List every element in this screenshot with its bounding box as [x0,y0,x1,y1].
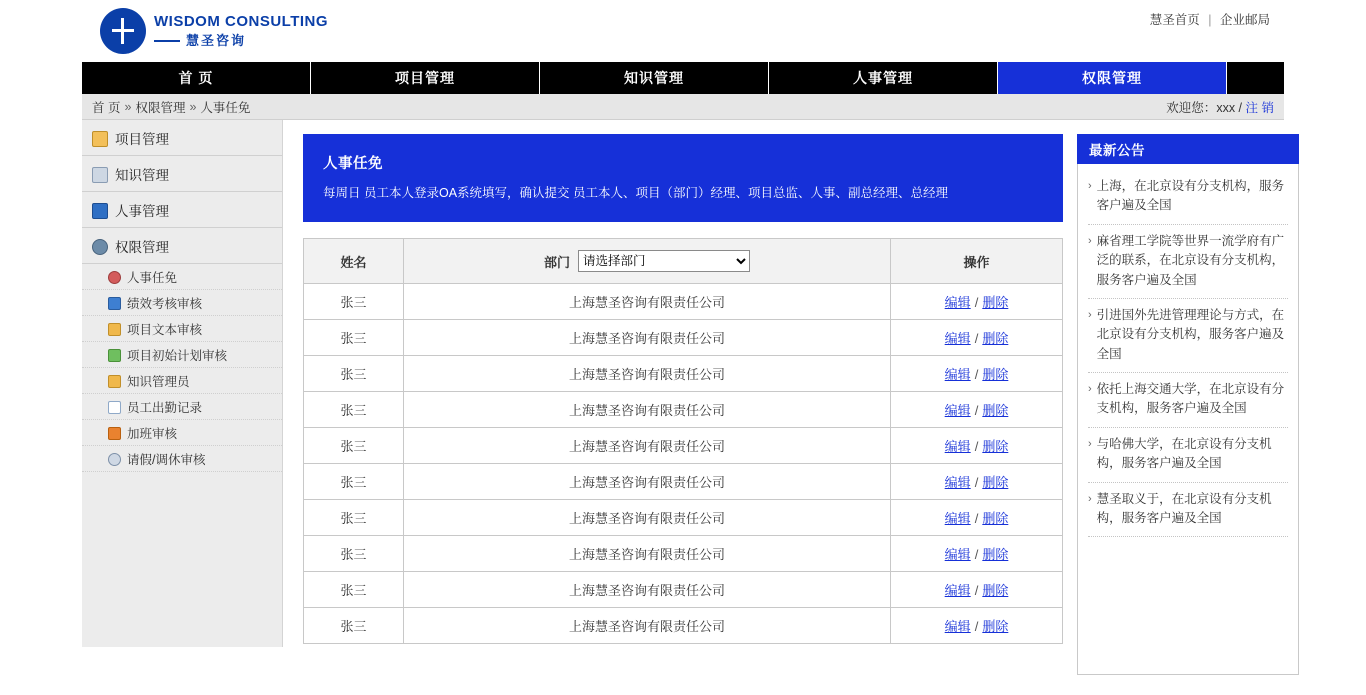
site-header [0,0,1366,62]
sidebar-sublabel: 项目文本审核 [127,322,203,337]
sidebar-sublabel: 请假/调休审核 [127,452,206,467]
sidebar-label: 人事管理 [115,203,169,219]
breadcrumb [82,94,1284,120]
edit-link[interactable]: 编辑 [944,439,971,454]
doc-icon [108,399,121,415]
cell-department: 上海慧圣咨询有限责任公司 [404,356,891,392]
table-row [304,500,1063,536]
cell-department: 上海慧圣咨询有限责任公司 [404,608,891,644]
cell-name: 张三 [304,284,404,320]
cell-operation [891,320,1063,356]
cell-operation [891,392,1063,428]
edit-link[interactable]: 编辑 [944,511,971,526]
cell-operation [891,608,1063,644]
sidebar-sublabel: 项目初始计划审核 [127,348,228,363]
sidebar-sublabel: 知识管理员 [127,374,190,389]
page-subtitle: 每周日 员工本人登录OA系统填写，确认提交 员工本人、项目（部门）经理、项目总监、人事、副总经理、总经理 [323,186,949,200]
edit-link[interactable]: 编辑 [944,547,971,562]
cell-name: 张三 [304,356,404,392]
edit-link[interactable]: 编辑 [944,295,971,310]
sidebar-subitem-performance-review[interactable] [82,290,282,316]
cell-operation [891,536,1063,572]
personnel-table [303,238,1063,644]
edit-link[interactable]: 编辑 [944,331,971,346]
delete-link[interactable]: 删除 [982,439,1009,454]
breadcrumb-separator: » [124,99,132,114]
header-link-separator: | [1208,13,1212,27]
notice-text: 上海，在北京设有分支机构，服务客户遍及全国 [1096,179,1285,213]
people-icon [92,200,108,219]
header-link-home[interactable]: 慧圣首页 [1149,13,1200,27]
sidebar-subitem-overtime-review[interactable] [82,420,282,446]
folder-icon [108,321,121,337]
sidebar-sublabel: 加班审核 [127,426,178,441]
department-select[interactable] [578,250,750,272]
column-header-name: 姓名 [304,239,404,284]
nav-item-hr-management[interactable]: 人事管理 [769,62,998,94]
logout-link[interactable]: 注 销 [1245,100,1274,115]
table-body [304,284,1063,644]
list-item[interactable] [1088,299,1288,373]
nav-item-permission-management[interactable]: 权限管理 [998,62,1227,94]
bullet-arrow-icon: › [1088,437,1092,450]
list-item[interactable] [1088,428,1288,483]
table-row [304,428,1063,464]
clock-icon [108,451,121,467]
column-header-department [404,239,891,284]
page-banner [303,134,1063,222]
sidebar-subitem-personnel-appointment[interactable] [82,264,282,290]
op-separator: / [974,583,979,598]
sidebar-label: 项目管理 [115,131,169,147]
cell-name: 张三 [304,464,404,500]
cell-name: 张三 [304,392,404,428]
breadcrumb-item-permission[interactable]: 权限管理 [135,100,186,115]
logo-rule [154,40,180,42]
cell-department: 上海慧圣咨询有限责任公司 [404,320,891,356]
edit-link[interactable]: 编辑 [944,619,971,634]
column-header-department-label: 部门 [543,254,570,270]
edit-link[interactable]: 编辑 [944,403,971,418]
cell-name: 张三 [304,320,404,356]
delete-link[interactable]: 删除 [982,475,1009,490]
sidebar-label: 知识管理 [115,167,169,183]
breadcrumb-item-current: 人事任免 [200,100,251,115]
books-icon [92,164,108,183]
delete-link[interactable]: 删除 [982,367,1009,382]
breadcrumb-item-home[interactable]: 首 页 [92,100,121,115]
table-row [304,572,1063,608]
key-icon [92,236,108,255]
page-title: 人事任免 [323,156,383,172]
header-link-mail[interactable]: 企业邮局 [1219,13,1270,27]
logo-chinese-text: 慧圣咨询 [186,32,247,48]
nav-item-project-management[interactable]: 项目管理 [311,62,540,94]
bullet-arrow-icon: › [1088,234,1092,247]
sidebar-sublabel: 员工出勤记录 [127,400,203,415]
welcome-prefix: 欢迎您： [1166,100,1217,115]
sidebar-label: 权限管理 [115,239,169,255]
orange-square-icon [108,425,121,441]
list-item[interactable] [1088,170,1288,225]
bullet-arrow-icon: › [1088,180,1092,192]
table-row [304,392,1063,428]
sidebar-sublabel: 人事任免 [127,270,178,285]
notice-text: 引进国外先进管理理论与方式，在北京设有分支机构，服务客户遍及全国 [1096,307,1285,361]
sidebar-subitem-leave-review[interactable] [82,446,282,472]
cell-name: 张三 [304,536,404,572]
sidebar-subitem-attendance-record[interactable] [82,394,282,420]
cell-operation [891,500,1063,536]
notice-text: 麻省理工学院等世界一流学府有广泛的联系，在北京设有分支机构，服务客户遍及全国 [1096,233,1285,287]
sidebar-subitem-project-document-review[interactable] [82,316,282,342]
sidebar [82,120,283,647]
notice-panel [1077,164,1299,675]
op-separator: / [974,331,979,346]
sidebar-item-permission-management[interactable] [82,228,282,264]
delete-link[interactable]: 删除 [982,511,1009,526]
notice-text: 与哈佛大学，在北京设有分支机构，服务客户遍及全国 [1096,436,1272,471]
cell-operation [891,572,1063,608]
table-row [304,284,1063,320]
blue-square-icon [108,295,121,311]
notice-panel-title: 最新公告 [1077,134,1299,164]
cell-department: 上海慧圣咨询有限责任公司 [404,572,891,608]
cell-operation [891,428,1063,464]
delete-link[interactable]: 删除 [982,619,1009,634]
op-separator: / [974,619,979,634]
logo-english-text: WISDOM CONSULTING [154,13,329,31]
column-header-operation: 操作 [891,239,1063,284]
op-separator: / [974,547,979,562]
edit-link[interactable]: 编辑 [944,583,971,598]
sidebar-sublabel: 绩效考核审核 [127,296,203,311]
person-icon [108,269,121,285]
cell-department: 上海慧圣咨询有限责任公司 [404,464,891,500]
breadcrumb-separator: » [189,99,197,114]
sidebar-item-hr-management[interactable] [82,192,282,228]
list-item[interactable] [1088,483,1288,538]
op-separator: / [974,511,979,526]
folder-icon [108,373,121,389]
bullet-arrow-icon: › [1088,492,1092,505]
cell-name: 张三 [304,608,404,644]
notice-list [1078,164,1298,537]
logo-cross-icon [100,8,146,54]
cell-department: 上海慧圣咨询有限责任公司 [404,392,891,428]
table-row [304,536,1063,572]
right-column [1077,120,1299,675]
cell-operation [891,356,1063,392]
notice-text: 慧圣取义于，在北京设有分支机构，服务客户遍及全国 [1096,491,1272,525]
op-separator: / [974,367,979,382]
folder-pencil-icon [92,128,108,147]
cell-name: 张三 [304,428,404,464]
delete-link[interactable]: 删除 [982,295,1009,310]
cell-operation [891,464,1063,500]
op-separator: / [974,475,979,490]
welcome-area [1166,98,1274,116]
delete-link[interactable]: 删除 [982,547,1009,562]
cell-name: 张三 [304,572,404,608]
sidebar-item-project-management[interactable] [82,120,282,156]
edit-link[interactable]: 编辑 [944,475,971,490]
sidebar-item-knowledge-management[interactable] [82,156,282,192]
table-header-row [304,239,1063,284]
cell-department: 上海慧圣咨询有限责任公司 [404,536,891,572]
delete-link[interactable]: 删除 [982,331,1009,346]
green-square-icon [108,347,121,363]
list-item[interactable] [1088,225,1288,299]
delete-link[interactable]: 删除 [982,583,1009,598]
table-container [303,238,1063,644]
nav-item-home[interactable]: 首 页 [82,62,311,94]
cell-department: 上海慧圣咨询有限责任公司 [404,428,891,464]
nav-spacer [1227,62,1284,94]
table-row [304,356,1063,392]
main-navigation [82,62,1284,94]
cell-operation [891,284,1063,320]
welcome-separator: / [1238,100,1243,115]
notice-text: 依托上海交通大学，在北京设有分支机构，服务客户遍及全国 [1096,382,1285,416]
op-separator: / [974,295,979,310]
op-separator: / [974,403,979,418]
table-row [304,464,1063,500]
list-item[interactable] [1088,373,1288,428]
table-row [304,608,1063,644]
bullet-arrow-icon: › [1088,308,1092,321]
sidebar-subitem-project-initial-plan-review[interactable] [82,342,282,368]
cell-name: 张三 [304,500,404,536]
main-content [283,120,1063,695]
cell-department: 上海慧圣咨询有限责任公司 [404,500,891,536]
cell-department: 上海慧圣咨询有限责任公司 [404,284,891,320]
delete-link[interactable]: 删除 [982,403,1009,418]
logo[interactable] [100,8,328,54]
table-row [304,320,1063,356]
bullet-arrow-icon: › [1088,383,1092,395]
edit-link[interactable]: 编辑 [944,367,971,382]
sidebar-subitem-knowledge-admin[interactable] [82,368,282,394]
op-separator: / [974,439,979,454]
header-links [1150,10,1270,28]
nav-item-knowledge-management[interactable]: 知识管理 [540,62,769,94]
page-body [82,120,1284,695]
welcome-username: xxx [1216,100,1236,115]
